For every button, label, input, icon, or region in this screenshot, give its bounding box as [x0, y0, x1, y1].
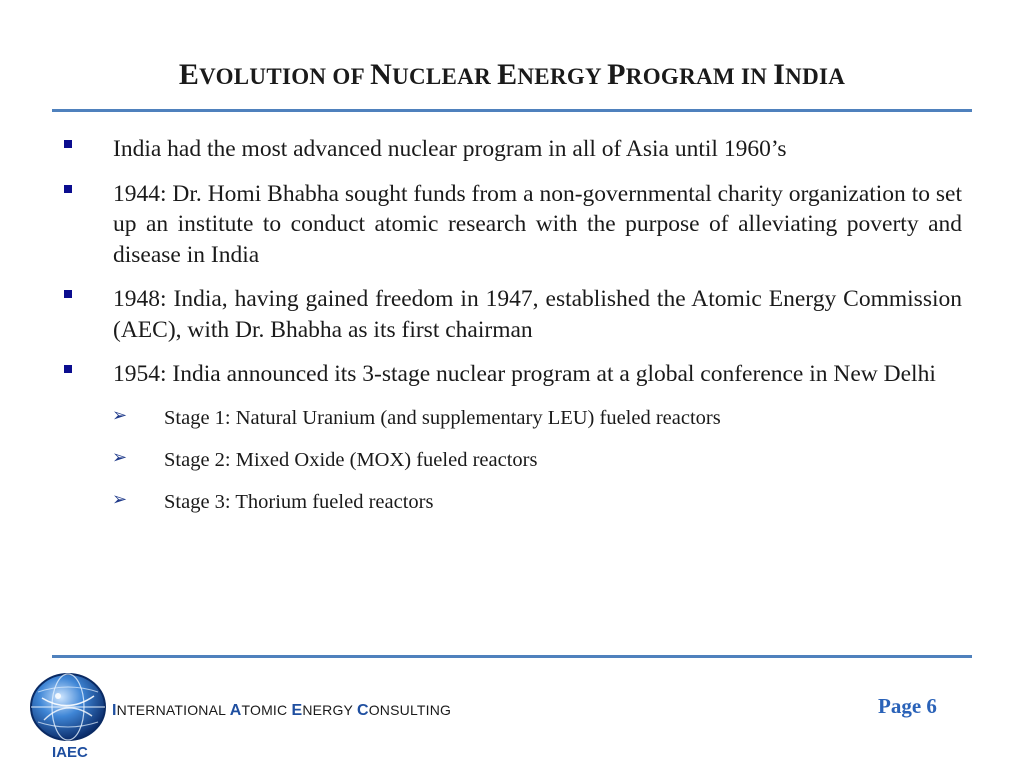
title-rest-5: NDIA [785, 64, 846, 89]
bullet-item [62, 179, 962, 271]
page-number: Page 6 [878, 694, 937, 718]
sub-bullet-text: Stage 2: Mixed Oxide (MOX) fueled reactors [164, 448, 538, 471]
sub-bullet-item [62, 404, 962, 432]
slide-title [0, 58, 1024, 92]
title-cap-5: I [773, 58, 786, 91]
title-cap-2: N [370, 58, 393, 91]
logo-text: IAEC [52, 744, 88, 761]
title-cap-1: E [178, 58, 200, 91]
bullet-text: India had the most advanced nuclear program in all of Asia until 1960’s [113, 136, 787, 162]
sub-bullet-text: Stage 3: Thorium fueled reactors [164, 490, 434, 513]
sub-bullet-item [62, 488, 962, 516]
company-rest-2: TOMIC [241, 702, 292, 718]
company-cap-2: A [229, 702, 242, 719]
bullet-item [62, 284, 962, 345]
sub-bullet-text: Stage 1: Natural Uranium (and supplementary LEU) fueled reactors [164, 406, 721, 429]
square-bullet-icon [64, 365, 72, 373]
title-rest-1: VOLUTION OF [199, 64, 371, 89]
bullet-text: 1944: Dr. Homi Bhabha sought funds from a non-governmental charity organization to set up an institute to conduct atomic research with the purpose of alleviating poverty and disease in India [113, 180, 962, 268]
arrow-bullet-icon: ➢ [112, 404, 128, 426]
company-cap-3: E [291, 702, 303, 719]
title-rest-2: UCLEAR [392, 64, 498, 89]
bullet-item [62, 134, 962, 165]
company-rest-1: NTERNATIONAL [116, 702, 230, 718]
bullet-text: 1954: India announced its 3-stage nuclear program at a global conference in New Delhi [113, 361, 936, 387]
company-cap-4: C [356, 702, 369, 719]
bullet-list [62, 134, 962, 530]
arrow-bullet-icon: ➢ [112, 488, 128, 510]
company-cap-1: I [112, 702, 117, 719]
footer-divider [52, 655, 972, 658]
company-name [112, 702, 451, 720]
bullet-item [62, 359, 962, 390]
title-divider [52, 109, 972, 112]
globe-icon [28, 668, 108, 742]
bullet-text: 1948: India, having gained freedom in 1947, established the Atomic Energy Commission (AEC), with Dr. Bhabha as its first chairman [113, 286, 962, 343]
title-rest-4: ROGRAM IN [625, 64, 774, 89]
sub-bullet-item [62, 446, 962, 474]
arrow-bullet-icon: ➢ [112, 446, 128, 468]
square-bullet-icon [64, 140, 72, 148]
square-bullet-icon [64, 185, 72, 193]
company-rest-4: ONSULTING [368, 702, 452, 718]
square-bullet-icon [64, 290, 72, 298]
title-rest-3: NERGY [517, 64, 608, 89]
company-rest-3: NERGY [302, 702, 357, 718]
title-cap-4: P [607, 58, 626, 91]
title-cap-3: E [497, 58, 518, 91]
